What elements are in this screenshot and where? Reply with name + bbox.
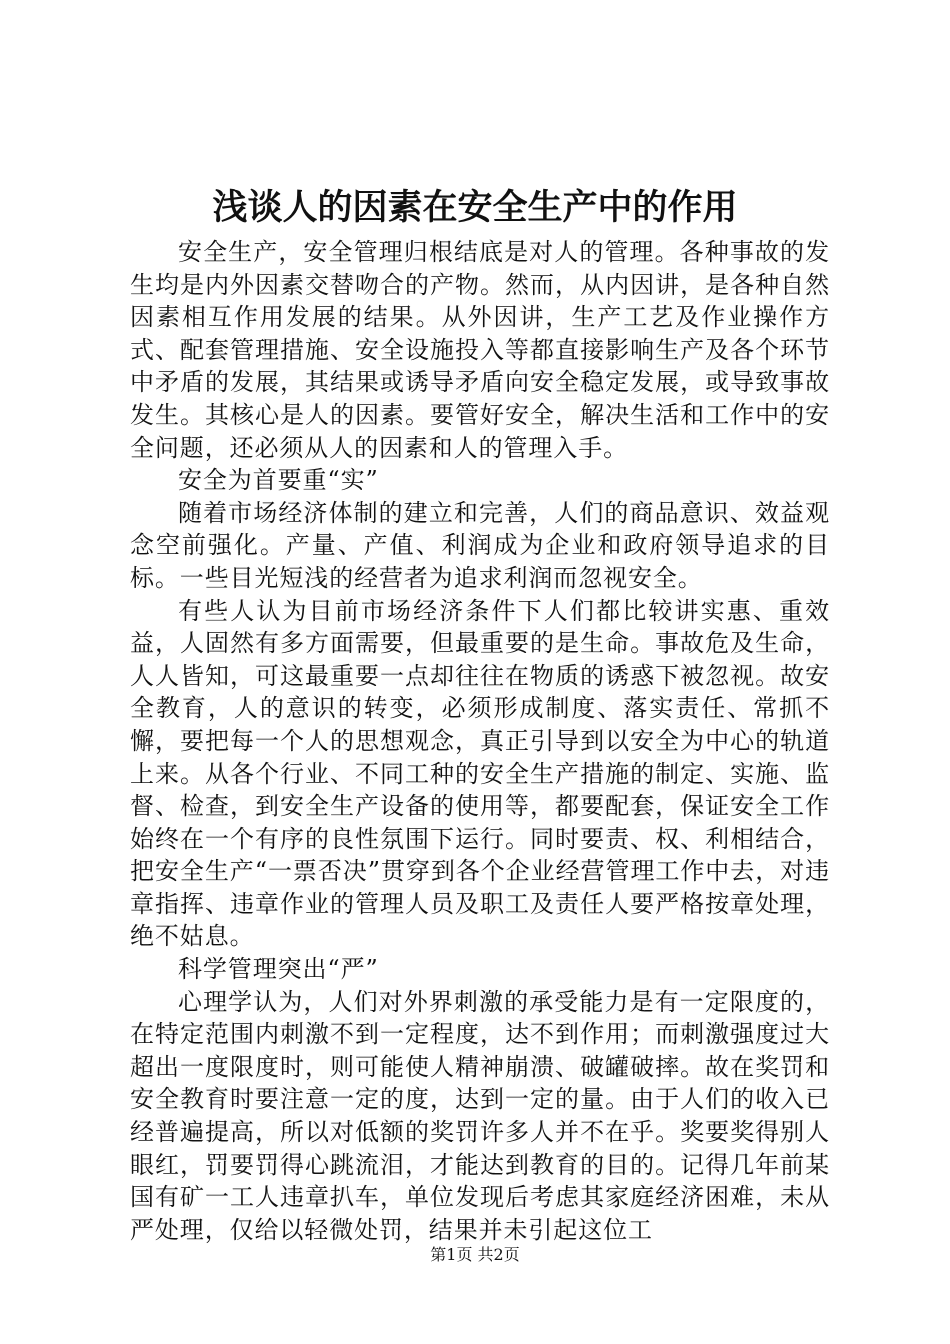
paragraph-intro: 安全生产，安全管理归根结底是对人的管理。各种事故的发生均是内外因素交替吻合的产物。然而，从内因讲，是各种自然因素相互作用发展的结果。从外因讲，生产工艺及作业操作方式、配套管理措施、安全设施投入等都直接影响生产及各个环节中矛盾的发展，其结果或诱导矛盾向安全稳定发展，或导致事故发生。其核心是人的因素。要管好安全，解决生活和工作中的安全问题，还必须从人的因素和人的管理入手。 [130, 238, 830, 462]
section-heading-safety-first: 安全为首要重“实” [178, 466, 379, 495]
paragraph-life-first: 有些人认为目前市场经济条件下人们都比较讲实惠、重效益，人固然有多方面需要，但最重要的是生命。事故危及生命，人人皆知，可这最重要一点却往往在物质的诱惑下被忽视。故安全教育，人的意识的转变，必须形成制度、落实责任、常抓不懈，要把每一个人的思想观念，真正引导到以安全为中心的轨道上来。从各个行业、不同工种的安全生产措施的制定、实施、监督、检查，到安全生产设备的使用等，都要配套，保证安全工作始终在一个有序的良性氛围下运行。同时要责、权、利相结合，把安全生产“一票否决”贯穿到各个企业经营管理工作中去，对违章指挥、违章作业的管理人员及职工及责任人要严格按章处理，绝不姑息。 [130, 596, 830, 951]
page-number: 第1页 共2页 [430, 1245, 520, 1264]
document-body [130, 236, 830, 1246]
section-heading-strict-management: 科学管理突出“严” [178, 955, 379, 984]
paragraph-market-economy: 随着市场经济体制的建立和完善，人们的商品意识、效益观念空前强化。产量、产值、利润成为企业和政府领导追求的目标。一些目光短浅的经营者为追求利润而忽视安全。 [130, 498, 830, 592]
document-title: 浅谈人的因素在安全生产中的作用 [212, 187, 738, 228]
paragraph-psychology: 心理学认为，人们对外界刺激的承受能力是有一定限度的，在特定范围内刺激不到一定程度，达不到作用；而刺激强度过大超出一度限度时，则可能使人精神崩溃、破罐破摔。故在奖罚和安全教育时要注意一定的度，达到一定的量。由于人们的收入已经普遍提高，所以对低额的奖罚许多人并不在乎。奖要奖得别人眼红，罚要罚得心跳流泪，才能达到教育的目的。记得几年前某国有矿一工人违章扒车，单位发现后考虑其家庭经济困难，未从严处理，仅给以轻微处罚，结果并未引起这位工 [130, 987, 830, 1244]
